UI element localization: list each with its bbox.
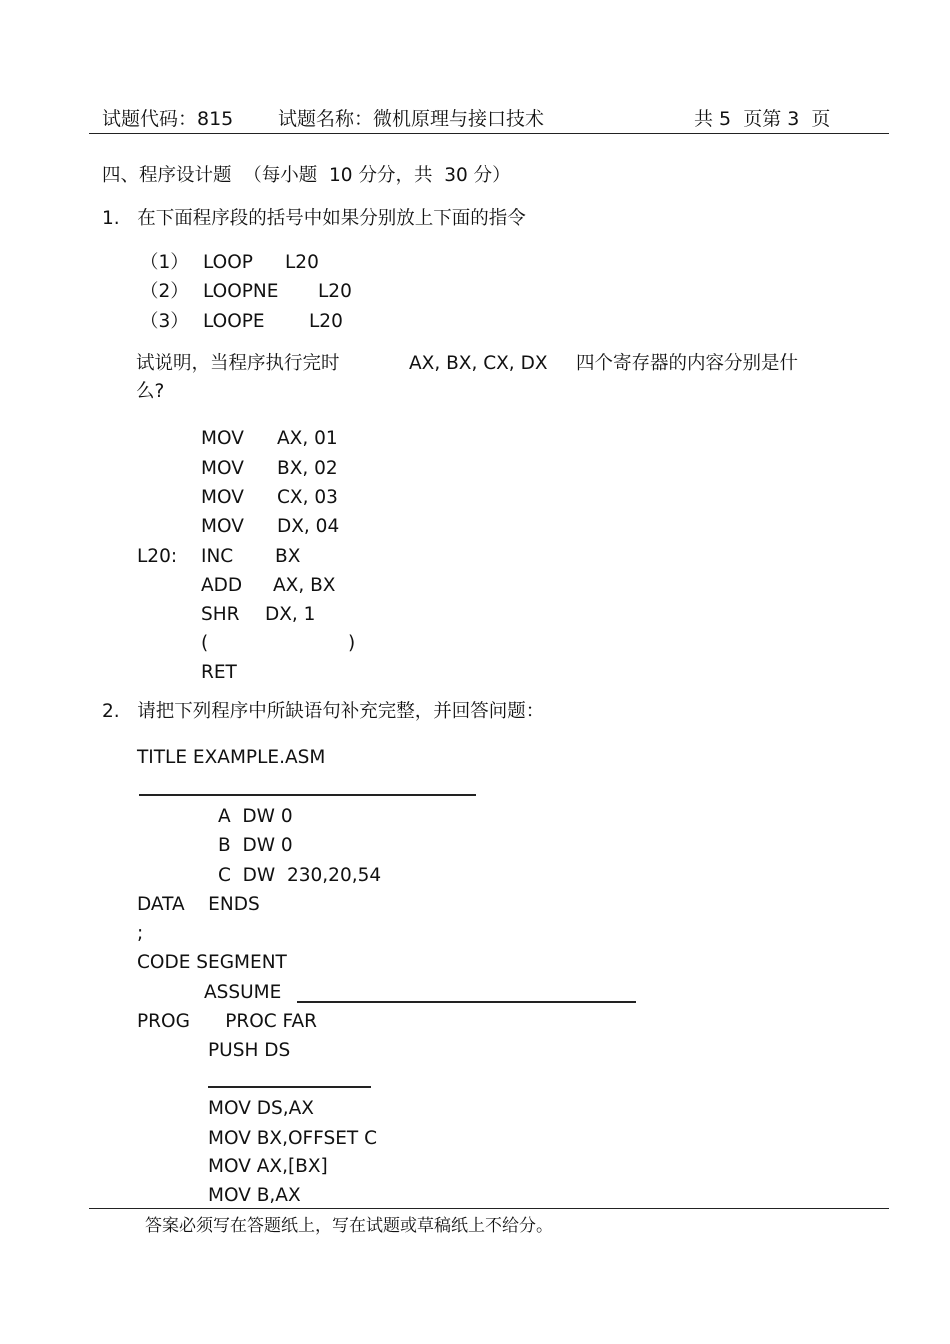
assume-directive: ASSUME [204,982,282,1003]
code-label: L20: [137,546,178,567]
page-indicator: 共 5 页第 3 页 [694,108,831,130]
q1-option-arg: L20 [309,311,343,332]
answer-bracket-close: ) [348,633,356,654]
code-op: ADD [201,575,243,596]
push-ds: PUSH DS [208,1040,291,1061]
code-args: CX, 03 [277,487,338,508]
q1-prompt: 1. 在下面程序段的括号中如果分别放上下面的指令 [102,208,526,229]
q1-option-op: LOOPNE [203,281,279,302]
q1-option-op: LOOPE [203,311,265,332]
q1-option-num: （1） [140,252,189,273]
mov-ax: MOV AX,[BX] [208,1156,328,1177]
mov-ds: MOV DS,AX [208,1098,314,1119]
q1-option-arg: L20 [285,252,319,273]
mov-bx: MOV BX,OFFSET C [208,1128,378,1149]
answer-bracket-open: ( [201,633,209,654]
code-args: DX, 04 [277,516,340,537]
code-op: MOV [201,458,244,479]
blank-assume-line [297,1001,636,1003]
q1-ask-text: 试说明，当程序执行完时 [136,353,340,374]
blank-segment-line [139,794,476,796]
code-op: SHR [201,604,240,625]
q1-option-num: （3） [140,311,189,332]
section-title: 四、程序设计题 （每小题 10 分分，共 30 分） [102,165,511,186]
data-line: B DW 0 [218,835,293,856]
code-args: BX, 02 [277,458,338,479]
code-op: MOV [201,428,244,449]
proc-declaration: PROG PROC FAR [137,1011,318,1032]
q2-prompt: 2. 请把下列程序中所缺语句补充完整，并回答问题： [102,701,545,722]
data-line: C DW 230,20,54 [218,865,382,886]
code-args: AX, BX [273,575,336,596]
q1-ask-tail: 四个寄存器的内容分别是什 [576,353,799,374]
q1-option-num: （2） [140,281,189,302]
code-op: MOV [201,487,244,508]
mov-b: MOV B,AX [208,1185,301,1206]
code-args: AX, 01 [277,428,338,449]
q1-option-op: LOOP [203,252,253,273]
q1-ask-line2: 么? [136,381,165,402]
q1-ask-registers: AX, BX, CX, DX [409,353,548,374]
blank-instruction-line [208,1086,371,1088]
code-args: BX [275,546,301,567]
data-ends: DATA ENDS [137,894,260,915]
code-op: RET [201,662,237,683]
footer-note: 答案必须写在答题纸上，写在试题或草稿纸上不给分。 [145,1216,553,1236]
code-op: INC [201,546,234,567]
comment-semicolon: ; [137,923,144,944]
footer-rule [89,1208,889,1209]
code-op: MOV [201,516,244,537]
header-rule [89,133,889,134]
data-line: A DW 0 [218,806,293,827]
q1-option-arg: L20 [318,281,352,302]
q2-title-line: TITLE EXAMPLE.ASM [137,747,326,768]
code-segment: CODE SEGMENT [137,952,287,973]
exam-code: 试题代码：815 [102,108,234,130]
code-args: DX, 1 [265,604,316,625]
exam-name: 试题名称：微机原理与接口技术 [278,108,545,130]
